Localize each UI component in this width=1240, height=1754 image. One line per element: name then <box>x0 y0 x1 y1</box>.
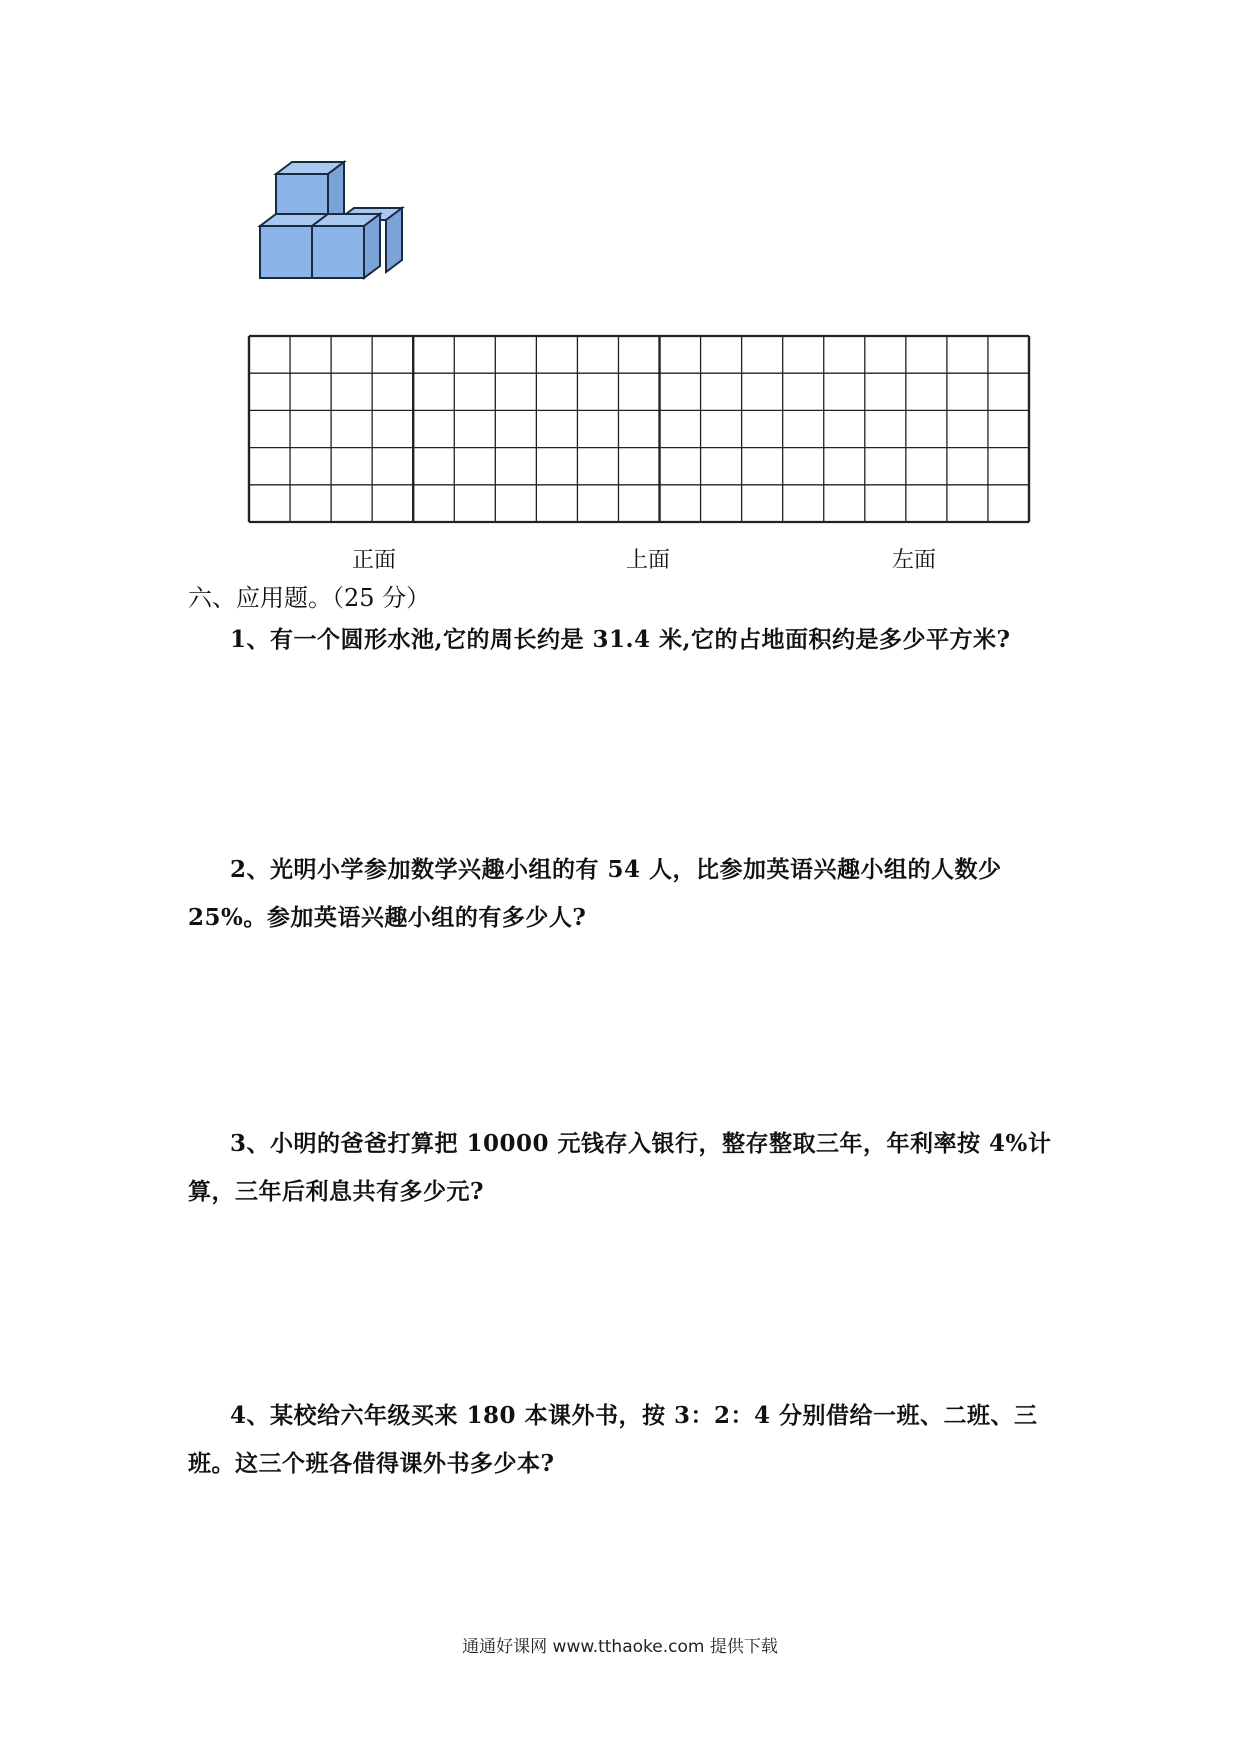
label-front-view: 正面 <box>352 548 397 573</box>
cube-stack-figure <box>252 160 412 300</box>
question-2-text: 2、光明小学参加数学兴趣小组的有 54 人，比参加英语兴趣小组的人数少 25%。参加英语兴趣小组的有多少人? <box>188 856 1002 931</box>
question-2 <box>188 846 1068 942</box>
question-4 <box>188 1392 1068 1488</box>
label-left-view: 左面 <box>892 548 937 573</box>
drawing-grid <box>245 332 1035 526</box>
question-3-text: 3、小明的爸爸打算把 10000 元钱存入银行，整存整取三年，年利率按 4%计算，三年后利息共有多少元? <box>188 1130 1052 1205</box>
section-title: 六、应用题。 <box>188 584 332 612</box>
question-1-text: 1、有一个圆形水池,它的周长约是 31.4 米,它的占地面积约是多少平方米? <box>230 626 1011 653</box>
page-footer: 通通好课网 www.tthaoke.com 提供下载 <box>462 1637 778 1657</box>
question-1 <box>188 616 1068 664</box>
bottom-right-cube <box>312 214 380 278</box>
label-top-view: 上面 <box>626 548 671 573</box>
section-points: （25 分） <box>332 584 431 612</box>
question-4-text: 4、某校给六年级买来 180 本课外书，按 3：2：4 分别借给一班、二班、三班。这三个班各借得课外书多少本? <box>188 1402 1038 1477</box>
question-3 <box>188 1120 1068 1216</box>
section-heading <box>188 578 430 613</box>
